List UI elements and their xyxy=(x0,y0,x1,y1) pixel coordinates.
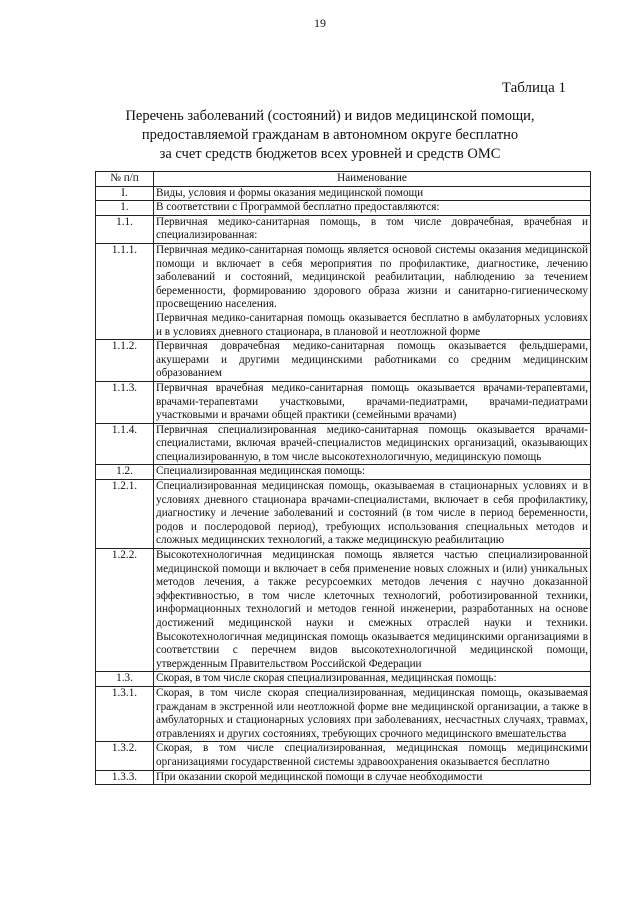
row-number: 1.3.2. xyxy=(96,742,154,770)
row-number: 1.2. xyxy=(96,465,154,480)
title-line: предоставляемой гражданам в автономном округе бесплатно xyxy=(141,127,519,143)
services-table xyxy=(95,171,591,785)
table-row xyxy=(96,549,591,672)
table-row xyxy=(96,215,591,243)
row-paragraph: Скорая, в том числе скорая специализированная, медицинская помощь: xyxy=(156,672,497,685)
row-paragraph: Скорая, в том числе специализированная, медицинская помощь медицинскими организациями государственной системы здравоохранения оказывается бесплатно xyxy=(156,742,588,768)
row-description xyxy=(154,340,591,382)
row-number: 1.1. xyxy=(96,215,154,243)
table-label: Таблица 1 xyxy=(501,80,566,96)
title-line: за счет средств бюджетов всех уровней и средств ОМС xyxy=(159,146,501,162)
row-paragraph: Первичная медико-санитарная помощь является основой системы оказания медицинской помощи и включает в себя мероприятия по профилактике, диагностике, лечению заболеваний и состояний, медицинской реабилитации, наблюдению за течением беременности, формированию здорового образа жизни и санитарно-гигиеническому просвещению населения. xyxy=(156,243,588,311)
table-row xyxy=(96,742,591,770)
row-number: 1.2.1. xyxy=(96,480,154,549)
row-number: 1.1.1. xyxy=(96,243,154,339)
row-paragraph: При оказании скорой медицинской помощи в случае необходимости xyxy=(156,770,483,783)
row-paragraph: Виды, условия и формы оказания медицинской помощи xyxy=(156,186,424,199)
table-row xyxy=(96,186,591,201)
header-number: № п/п xyxy=(96,172,154,187)
row-description xyxy=(154,201,591,216)
row-description xyxy=(154,742,591,770)
row-description xyxy=(154,215,591,243)
table-body xyxy=(96,186,591,785)
table-row xyxy=(96,480,591,549)
row-number: 1.1.2. xyxy=(96,340,154,382)
row-paragraph: Специализированная медицинская помощь: xyxy=(156,465,366,478)
row-number: 1.3. xyxy=(96,672,154,687)
row-description xyxy=(154,243,591,339)
document-title xyxy=(60,107,600,164)
row-number: 1.1.3. xyxy=(96,381,154,423)
row-paragraph: Первичная врачебная медико-санитарная помощь оказывается врачами-терапевтами, врачами-терапевтами участковыми, врачами-педиатрами, врачами-педиатрами участковыми и врачами общей практики (семейными врачами) xyxy=(156,381,588,422)
row-description xyxy=(154,480,591,549)
table-row xyxy=(96,201,591,216)
row-number: 1.3.1. xyxy=(96,686,154,741)
row-paragraph: В соответствии с Программой бесплатно предоставляются: xyxy=(156,201,440,214)
table-row xyxy=(96,381,591,423)
page-number: 19 xyxy=(314,16,326,30)
table-row xyxy=(96,672,591,687)
row-paragraph: Высокотехнологичная медицинская помощь является частью специализированной медицинской помощи и включает в себя применение новых сложных и (или) уникальных методов лечения, а также ресурсоемких методов лечения с научно доказанной эффективностью, в том числе клеточных технологий, роботизированной техники, информационных технологий и методов генной инженерии, разработанных на основе достижений медицинской науки и смежных отраслей науки и техники. Высокотехнологичная медицинская помощь оказывается медицинскими организациями в соответствии с перечнем видов высокотехнологичной медицинской помощи, утвержденным Правительством Российской Федерации xyxy=(156,549,588,670)
row-description xyxy=(154,672,591,687)
table-header-row xyxy=(96,172,591,187)
row-paragraph: Специализированная медицинская помощь, оказываемая в стационарных условиях и в условиях дневного стационара врачами-специалистами, включает в себя профилактику, диагностику и лечение заболеваний и состояний (в том числе в период беременности, родов и послеродовой период), требующих использования специальных методов и сложных медицинских технологий, а также медицинскую реабилитацию xyxy=(156,480,588,547)
row-paragraph: Первичная специализированная медико-санитарная помощь оказывается врачами-специалистами, включая врачей-специалистов медицинских организаций, оказывающих специализированную, в том числе высокотехнологичную, медицинскую помощь xyxy=(156,423,588,463)
row-paragraph: Скорая, в том числе скорая специализированная, медицинская помощь, оказываемая гражданам в экстренной или неотложной форме вне медицинской организации, а также в амбулаторных и стационарных условиях при заболеваниях, несчастных случаях, травмах, отравлениях и других состояниях, требующих срочного медицинского вмешательства xyxy=(156,686,588,740)
row-description xyxy=(154,770,591,785)
row-number: 1.3.3. xyxy=(96,770,154,785)
table-row xyxy=(96,770,591,785)
row-number: I. xyxy=(96,186,154,201)
table-row xyxy=(96,465,591,480)
row-description xyxy=(154,423,591,465)
table-row xyxy=(96,243,591,339)
title-line: Перечень заболеваний (состояний) и видов медицинской помощи, xyxy=(125,108,535,124)
row-description xyxy=(154,381,591,423)
row-description xyxy=(154,686,591,741)
row-number: 1.1.4. xyxy=(96,423,154,465)
row-number: 1.2.2. xyxy=(96,549,154,672)
header-name: Наименование xyxy=(154,172,591,187)
table-row xyxy=(96,423,591,465)
row-description xyxy=(154,465,591,480)
row-number: 1. xyxy=(96,201,154,216)
row-description xyxy=(154,186,591,201)
row-paragraph: Первичная медико-санитарная помощь, в том числе доврачебная, врачебная и специализированная: xyxy=(156,215,588,242)
table-row xyxy=(96,686,591,741)
row-paragraph: Первичная медико-санитарная помощь оказывается бесплатно в амбулаторных условиях и в условиях дневного стационара, в плановой и неотложной форме xyxy=(156,311,588,338)
table-row xyxy=(96,340,591,382)
row-paragraph: Первичная доврачебная медико-санитарная помощь оказывается фельдшерами, акушерами и другими медицинскими работниками со средним медицинским образованием xyxy=(156,340,588,380)
row-description xyxy=(154,549,591,672)
